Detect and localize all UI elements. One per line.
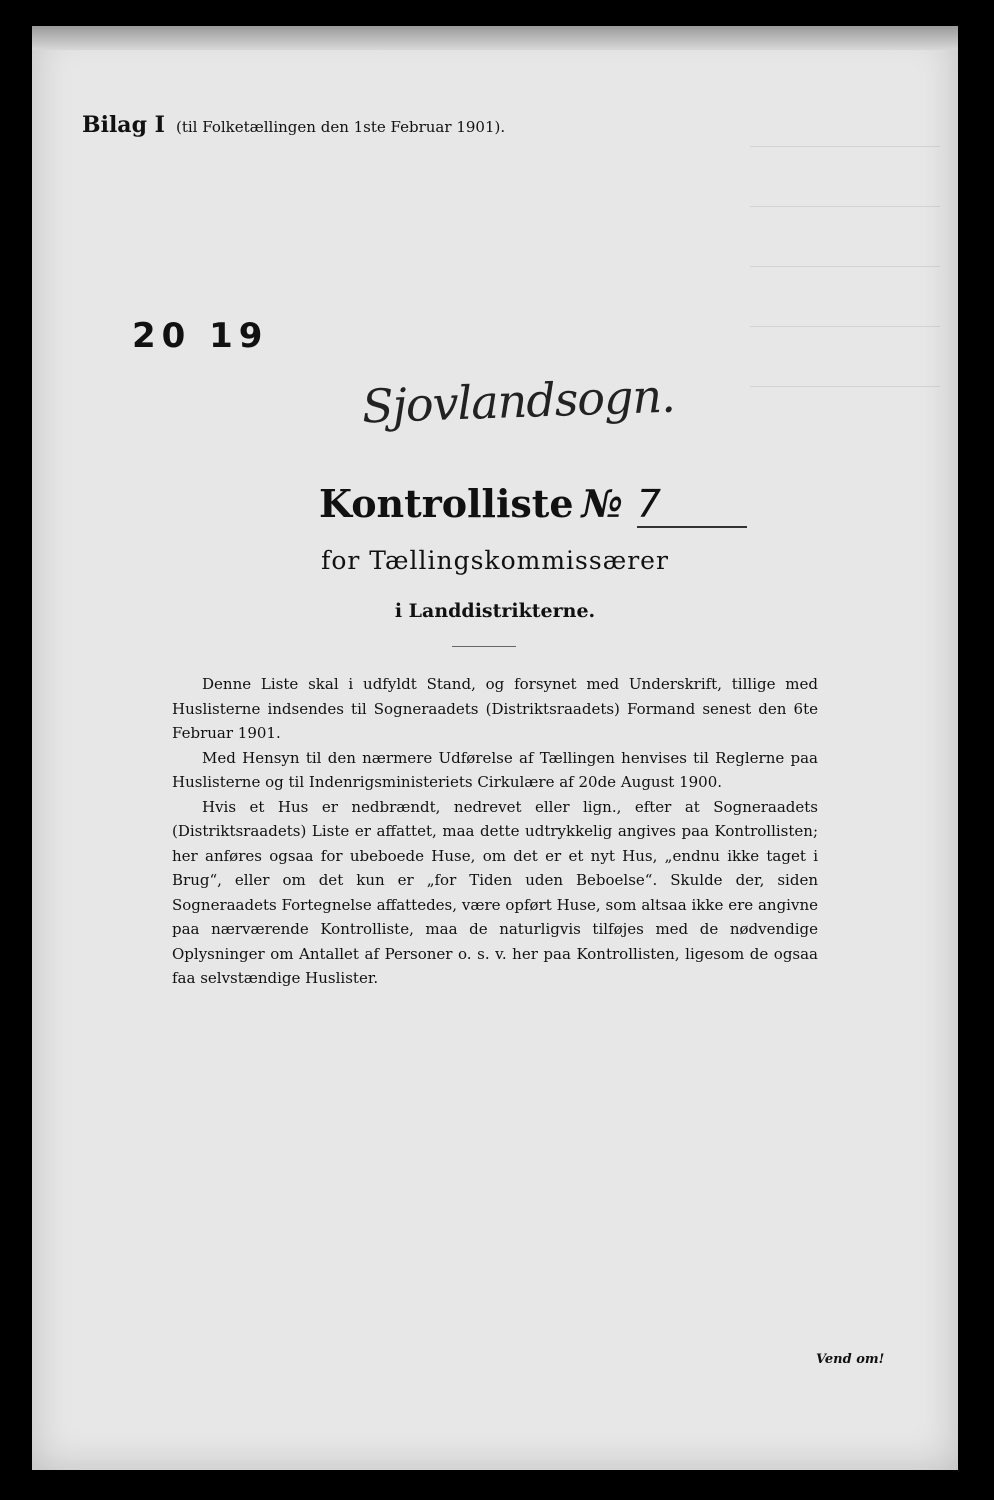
page-title [319,481,747,528]
paragraph: Med Hensyn til den nærmere Udførelse af Tællingen henvises til Reglerne paa Huslisterne og til Indenrigsministeriets Cirkulære af 20de August 1900. [172,748,818,791]
bleed-through-text [750,116,940,426]
document-page [32,26,958,1470]
bilag-note: (til Folketællingen den 1ste Februar 1901). [176,118,506,136]
handwritten-page-number: 20 19 [132,316,269,356]
page-top-edge [32,26,958,50]
subtitle: for Tællingskommissærer [321,546,669,575]
divider [452,646,516,647]
bilag-header [82,112,505,138]
number-sign: № [581,481,623,526]
paragraph: Denne Liste skal i udfyldt Stand, og forsynet med Underskrift, tillige med Huslisterne indsendes til Sogneraadets (Distriktsraadets) Formand senest den 6te Februar 1901. [172,675,818,742]
instructions-text [172,672,818,991]
handwritten-list-number: 7 [637,482,747,528]
title-main: Kontrolliste [319,481,574,526]
turn-over-note: Vend om! [816,1352,885,1367]
bilag-label: Bilag I [82,112,165,138]
handwritten-place-name: Sjovlandsogn. [361,368,676,434]
paragraph: Hvis et Hus er nedbrændt, nedrevet eller lign., efter at Sogneraadets (Distriktsraadets) Liste er affattet, maa dette udtrykkelig angives paa Kontrollisten; her anføres ogsaa for ubeboede Huse, om det er et nyt Hus, „endnu ikke taget i Brug“, eller om det kun er „for Tiden uden Beboelse“. Skulde der, siden Sogneraadets Fortegnelse affattedes, være opført Huse, som altsaa ikke ere angivne paa nærværende Kontrolliste, maa de naturligvis tilføjes med de nødvendige Oplysninger om Antallet af Personer o. s. v. her paa Kontrollisten, ligesom de ogsaa faa selvstændige Huslister. [172,797,818,987]
subtitle-district: i Landdistrikterne. [394,600,596,622]
